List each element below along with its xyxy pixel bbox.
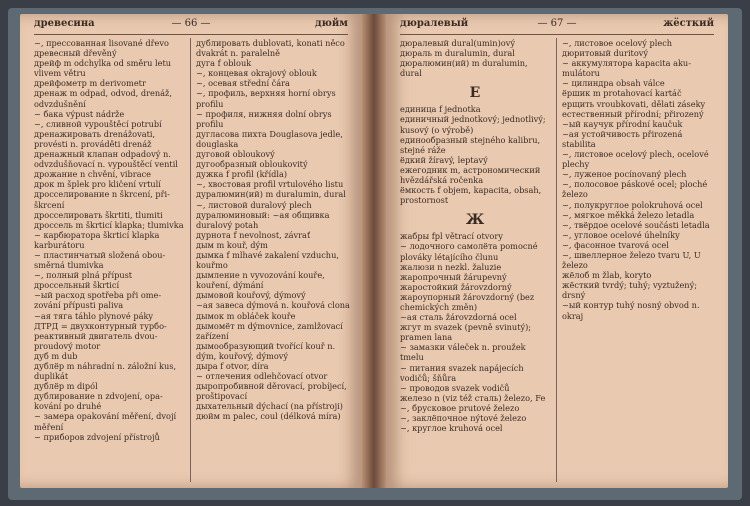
left-column-1 xyxy=(34,38,184,442)
right-head-word: дюралевый xyxy=(400,18,469,29)
dictionary-entry: ~ая сталь žárovzdorná ocel xyxy=(400,312,517,323)
dictionary-entry: древесный dřevěný xyxy=(34,48,117,59)
dictionary-entry: ~, полный plná přípust xyxy=(34,270,133,281)
right-column-divider xyxy=(556,38,557,482)
dictionary-entry: дым m kouř, dým xyxy=(196,239,268,250)
right-column-1 xyxy=(400,38,550,433)
dictionary-entry: дугласова пихта Douglasova jedle, douglaska xyxy=(196,128,343,149)
dictionary-entry: дросселировать škrtiti, tlumiti xyxy=(34,209,163,220)
dictionary-entry: жалюзи n nezkl. žaluzie xyxy=(400,261,502,272)
dictionary-entry: ~ профиля, нижняя dolní obrys profilu xyxy=(196,108,332,129)
dictionary-entry: ~, угловое ocelové úhelníky xyxy=(562,229,680,240)
dictionary-entry: дурнота f nevolnost, závrať xyxy=(196,229,311,240)
dictionary-entry: дыропробивной děrovací, probíjecí, proštipovací xyxy=(196,381,347,402)
dictionary-entry: дуговой obloukový xyxy=(196,149,275,160)
dictionary-entry: дрожание n chvění, vibrace xyxy=(34,169,151,180)
dictionary-entry: ~, профиль, верхняя horní obrys profilu xyxy=(196,88,336,109)
dictionary-entry: ~ый контур tuhý nosný obvod n. okraj xyxy=(562,300,700,321)
left-column-2 xyxy=(196,38,350,422)
dictionary-entry: ~, брусковое prutové železo xyxy=(400,402,520,413)
dictionary-entry: ~, концевая okrajový oblouk xyxy=(196,68,317,79)
dictionary-entry: ~ карбюратора škrticí klapka karburátoru xyxy=(34,229,160,250)
dictionary-entry: дублёр m dipól xyxy=(34,381,98,392)
dictionary-entry: дренажный клапан odpadový n. odvzdušňovací n. vypouštěcí ventil xyxy=(34,149,178,170)
dictionary-entry: ~, луженое pocínovaný plech xyxy=(562,169,687,180)
dictionary-entry: ~ цилиндра obsah válce xyxy=(562,78,665,89)
dictionary-entry: жёлоб m žlab, koryto xyxy=(562,270,652,281)
dictionary-entry: ~, полукруглое polokruhová ocel xyxy=(562,199,703,210)
dictionary-entry: дымообразующий tvořící kouř n. dým, kouřový, dýmový xyxy=(196,340,336,361)
dictionary-entry: дроссель m škrticí klapka; tlumivka xyxy=(34,219,184,230)
dictionary-entry: дрейфометр m derivometr xyxy=(34,78,146,89)
dictionary-entry: ~ отлечения odlehčovací otvor xyxy=(196,371,328,382)
dictionary-entry: дымомёт m dýmovnice, zamlžovací zařízení xyxy=(196,320,343,341)
right-column-2 xyxy=(562,38,716,321)
dictionary-entry: ~, швеллерное železo tvaru U, U železo xyxy=(562,249,701,271)
dictionary-entry: естественный přírodní; přirozený xyxy=(562,108,704,119)
dictionary-entry: ерщить vroubkovati, dělati záseky xyxy=(562,98,706,109)
dictionary-entry: ~ая завеса dýmová n. kouřová clona xyxy=(196,300,350,311)
dictionary-entry: ~ая устойчивость přirozená stabilita xyxy=(562,128,683,149)
dictionary-entry: ~ питания svazek napájecích vodičů; šňůra xyxy=(400,362,524,383)
dictionary-entry: ёмкость f objem, kapacita, obsah, prostornost xyxy=(400,185,542,206)
right-col1-e-entries xyxy=(400,104,550,205)
dictionary-entry: дюралевый dural(umin)ový xyxy=(400,38,515,48)
dictionary-entry: ~ая тяга táhlo plynové páky xyxy=(34,310,154,321)
left-column-divider xyxy=(190,38,191,482)
dictionary-entry: дюралюмин(ий) m duralumin, dural xyxy=(400,58,528,79)
dictionary-entry: дымок m obláček kouře xyxy=(196,310,296,321)
dictionary-entry: железо n (viz též сталь) železo, Fe xyxy=(400,392,546,403)
dictionary-entry: дымление n vyvozování kouře, kouření, dýmání xyxy=(196,270,325,291)
dictionary-entry: дуралюмин(ий) m duralumin, dural xyxy=(196,189,346,200)
dictionary-entry: дублёр m náhradní n. záložní kus, duplikát xyxy=(34,361,177,382)
dictionary-entry: ~ аккумулятора kapacita akumulátoru xyxy=(562,58,691,79)
dictionary-entry: дрейф m odchylka od směru letu vlivem větru xyxy=(34,58,172,79)
dictionary-entry: ~ замазки váleček n. proužek tmelu xyxy=(400,342,526,363)
dictionary-entry: ~ый каучук přírodní kaučuk xyxy=(562,118,683,129)
right-col1-top xyxy=(400,38,550,78)
dictionary-entry: ~, заклёпочное nýtové železo xyxy=(400,413,527,423)
dictionary-entry: ~, хвостовая profil vrtulového listu xyxy=(196,179,344,190)
dictionary-entry: жароупорный žárovzdorný (bez chemických změn) xyxy=(400,291,535,312)
dictionary-entry: ~, мягкое měkká železo letadla xyxy=(562,209,695,220)
dictionary-entry: дюйм m palec, coul (délková míra) xyxy=(196,411,341,422)
dictionary-entry: ~, осевая střední čára xyxy=(196,78,290,89)
dictionary-entry: дымовой kouřový, dýmový xyxy=(196,290,306,301)
dictionary-entry: жгут m svazek (pevně svinutý); pramen lana xyxy=(400,322,532,343)
dictionary-entry: дыхательный dýchací (na přístroji) xyxy=(196,401,343,412)
dictionary-entry: дуб m dub xyxy=(34,350,78,361)
dictionary-entry: ~, листовое ocelový plech, ocelové plechy xyxy=(562,149,709,170)
dictionary-entry: ~ый расход spotřeba při omezování přípusti paliva xyxy=(34,290,162,311)
left-page-header xyxy=(34,18,348,34)
dictionary-entry: ~, листовой duralový plech xyxy=(196,199,312,210)
dictionary-entry: дюритовый duritový xyxy=(562,48,649,59)
left-head-word-end: дюйм xyxy=(314,18,348,29)
right-header-rule xyxy=(400,34,714,35)
section-heading-e: Е xyxy=(469,85,481,102)
dictionary-entry: дросселирование n škrcení, přiškrcení xyxy=(34,189,170,210)
section-heading-zh: Ж xyxy=(465,212,485,229)
dictionary-entry: дублирование n zdvojení, opakování po druhé xyxy=(34,391,163,412)
left-page xyxy=(20,14,362,488)
dictionary-entry: ~, фасонное tvarová ocel xyxy=(562,239,669,250)
dictionary-entry: ~ бака výpust nádrže xyxy=(34,108,125,119)
dictionary-entry: ~, сливной vypouštěcí potrubí xyxy=(34,118,162,129)
dictionary-entry: дуга f oblouk xyxy=(196,58,252,69)
dictionary-entry: ~ лодочного самолёта pomocné plováky létajícího člunu xyxy=(400,241,538,262)
dictionary-entry: ~, прессованная lisované dřevo xyxy=(34,38,169,48)
left-header-rule xyxy=(34,34,348,35)
dictionary-entry: жаростойкий žárovzdorný xyxy=(400,281,512,292)
dictionary-entry: ~ проводов svazek vodičů xyxy=(400,382,510,393)
dictionary-entry: дублировать dublovati, konati něco dvakrát n. paralelně xyxy=(196,38,345,59)
dictionary-entry: ~, листовое ocelový plech xyxy=(562,38,673,48)
right-col1-zh-entries xyxy=(400,231,550,433)
dictionary-entry: ёдкий žíravý, leptavý xyxy=(400,154,488,165)
dictionary-entry: ёршик m protahovací kartáč xyxy=(562,88,682,99)
right-page-header xyxy=(400,18,714,34)
right-head-word-end: жёсткий xyxy=(663,18,714,29)
dictionary-entry: дымка f mlhavé zakalení vzduchu, kouřmo xyxy=(196,249,339,271)
dictionary-entry: жабры fpl větrací otvory xyxy=(400,231,503,242)
book-gutter xyxy=(362,14,386,488)
dictionary-entry: жёсткий tvrdý; tuhý; vyztužený; drsný xyxy=(562,280,697,301)
dictionary-entry: дрок m šplek pro kličení vrtulí xyxy=(34,179,161,190)
dictionary-entry: ~ приборов zdvojení přístrojů xyxy=(34,431,160,442)
dictionary-entry: единичный jednotkový; jednotlivý; kusový (o výrobě) xyxy=(400,114,546,135)
dictionary-entry: единообразный stejného kalibru, stejné ráže xyxy=(400,134,541,155)
dictionary-entry: ежегодник m, астрономический hvězdářská ročenka xyxy=(400,164,541,186)
dictionary-entry: дуралюминовый: ~ая общивка duralový potah xyxy=(196,209,330,230)
dictionary-entry: единица f jednotka xyxy=(400,104,481,115)
dictionary-entry: дренажировать drenážovati, provésti n. prováděti drenáž xyxy=(34,128,156,149)
dictionary-entry: ~ замера opakování měření, dvojí měření xyxy=(34,411,177,432)
dictionary-entry: ДТРД = двухконтурный турбореактивный двигатель dvouproudový motor xyxy=(34,320,167,351)
dictionary-entry: ~ пластинчатый složená obousměrná tlumivka xyxy=(34,249,166,271)
dictionary-entry: ~, твёрдое ocelové součásti letadla xyxy=(562,219,710,230)
right-page-number: — 67 — xyxy=(537,18,577,29)
dictionary-entry: дюраль m duralumin, dural xyxy=(400,48,515,59)
dictionary-entry: дренаж m odpad, odvod, drenáž, odvzdušnění xyxy=(34,88,172,109)
dictionary-entry: дроссельный škrticí xyxy=(34,280,120,291)
right-page xyxy=(386,14,728,488)
left-page-number: — 66 — xyxy=(171,18,211,29)
dictionary-entry: дужка f profil (křídla) xyxy=(196,169,288,180)
dictionary-entry: дыра f otvor, díra xyxy=(196,361,269,371)
dictionary-entry: ~, полосовое páskové ocel; ploché železo xyxy=(562,179,708,200)
dictionary-entry: жаропрочный žárupevný xyxy=(400,271,507,282)
dictionary-entry: ~, круглое kruhová ocel xyxy=(400,423,503,434)
dictionary-entry: дугообразный obloukovitý xyxy=(196,159,308,170)
left-head-word: древесина xyxy=(34,18,95,29)
